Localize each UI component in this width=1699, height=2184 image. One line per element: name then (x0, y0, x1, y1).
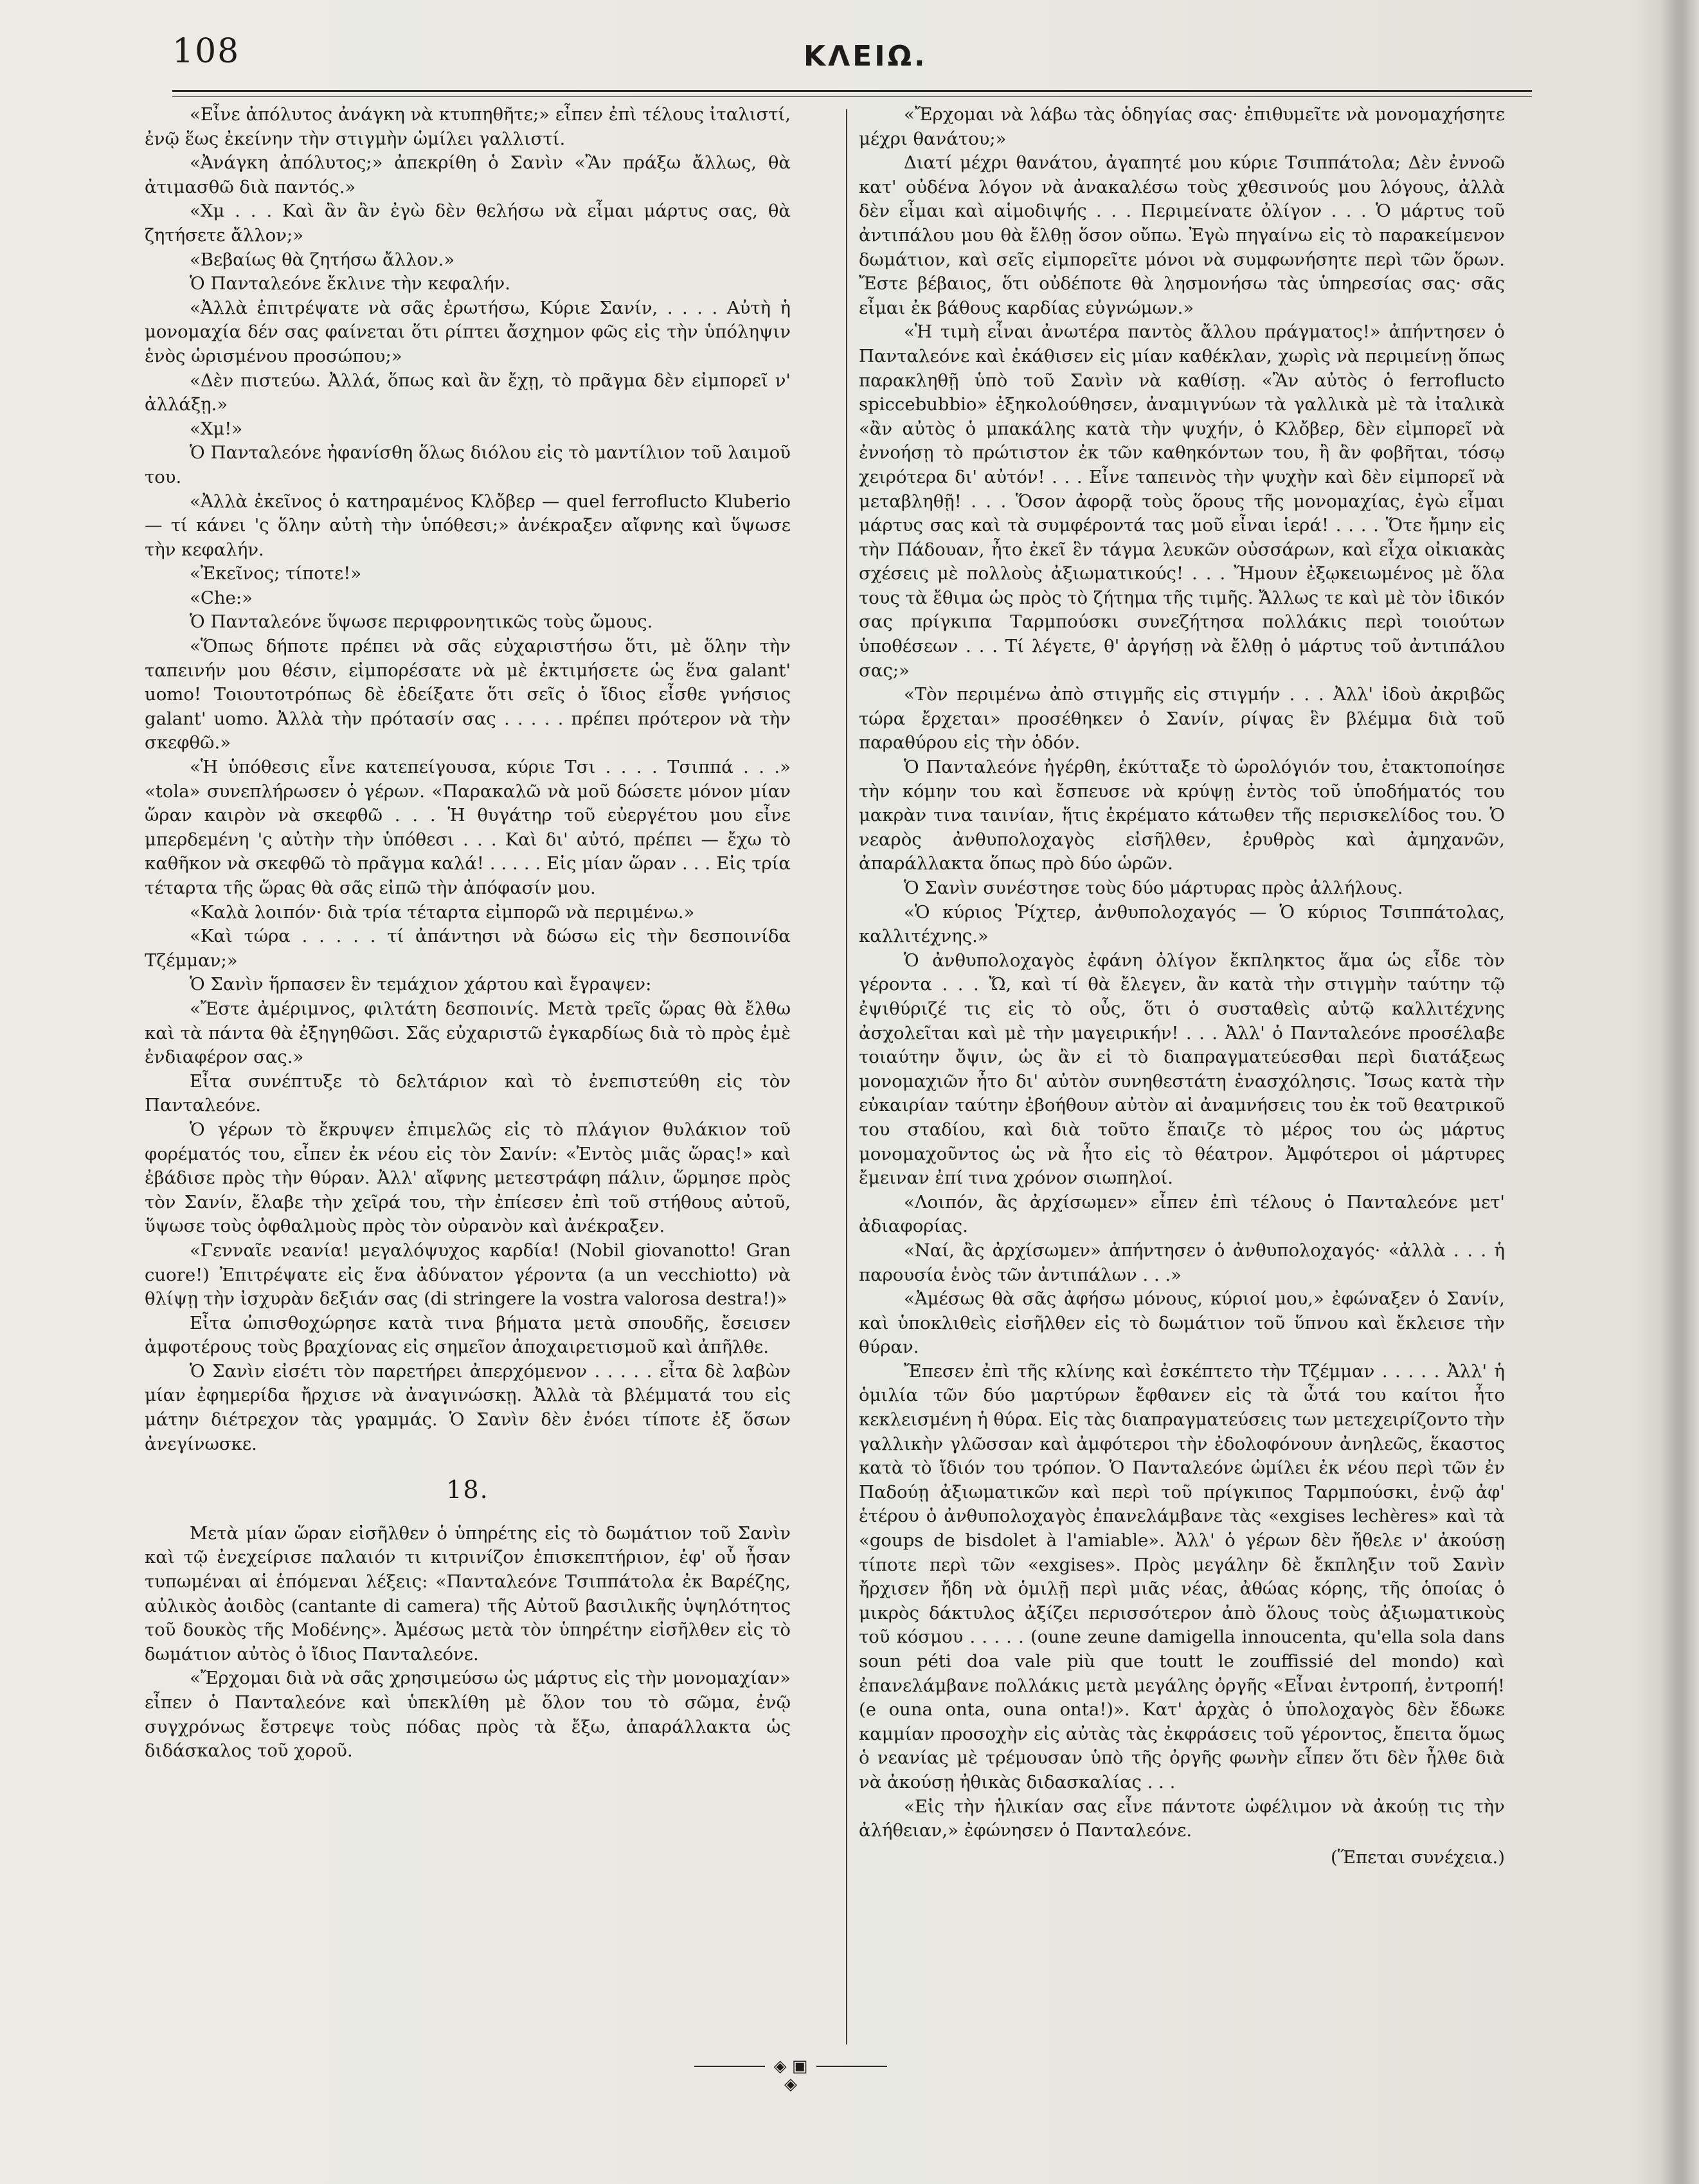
tailpiece-ornament (694, 2057, 887, 2094)
paragraph: «Ἀνάγκη ἀπόλυτος;» ἀπεκρίθη ὁ Σανὶν «Ἂν πράξω ἄλλως, θὰ ἀτιμασθῶ διὰ παντός.» (145, 152, 791, 197)
paragraph: Ὁ γέρων τὸ ἔκρυψεν ἐπιμελῶς εἰς τὸ πλάγιον θυλάκιον τοῦ φορέματός του, εἶπεν ἐκ νέου εἰς τὸν Σανίν: «Ἐντὸς μιᾶς ὥρας!» καὶ ἐβάδισε πρὸς τὴν θύραν. Ἀλλ' αἴφνης μετεστράφη πάλιν, ὥρμησε πρὸς τὸν Σανίν, ἔλαβε τὴν χεῖρά του, τὴν ἐπίεσεν ἐπὶ τοῦ στήθους αὐτοῦ, ὕψωσε τοὺς ὀφθαλμοὺς πρὸς τὸν οὐρανὸν καὶ ἀνέκραξεν. (145, 1119, 791, 1237)
continuation-note: (Ἕπεται συνέχεια.) (1331, 1846, 1505, 1868)
section-heading: 18. (446, 1476, 489, 1504)
paragraph: «Χμ . . . Καὶ ἂν ἂν ἐγὼ δὲν θελήσω νὰ εἶμαι μάρτυς σας, θὰ ζητήσετε ἄλλον;» (145, 201, 791, 246)
paragraph: «Τὸν περιμένω ἀπὸ στιγμῆς εἰς στιγμήν . . . Ἀλλ' ἰδοὺ ἀκριβῶς τώρα ἔρχεται» προσέθηκεν ὁ Σανίν, ρίψας ἓν βλέμμα διὰ τοῦ παραθύρου εἰς τὴν ὁδόν. (859, 684, 1505, 754)
right-column (859, 103, 1505, 1870)
paragraph: «Ἔστε ἀμέριμνος, φιλτάτη δεσποινίς. Μετὰ τρεῖς ὥρας θὰ ἔλθω καὶ τὰ πάντα θὰ ἐξηγηθῶσι. Σᾶς εὐχαριστῶ ἐγκαρδίως διὰ τὸ πρὸς ἐμὲ ἐνδιαφέρον σας.» (145, 998, 791, 1068)
ornament-glyph: ◈ ▣ ◈ (773, 2057, 808, 2094)
paragraph: «Καλὰ λοιπόν· διὰ τρία τέταρτα εἰμπορῶ νὰ περιμένω.» (190, 901, 695, 923)
ornament-line-left (694, 2066, 765, 2067)
paragraph: «Χμ!» (190, 418, 243, 439)
paragraph: «Λοιπόν, ἂς ἀρχίσωμεν» εἶπεν ἐπὶ τέλους ὁ Πανταλεόνε μετ' ἀδιαφορίας. (859, 1191, 1505, 1237)
paragraph: Ὁ ἀνθυπολοχαγὸς ἐφάνη ὀλίγον ἔκπληκτος ἅμα ὡς εἶδε τὸν γέροντα . . . Ὤ, καὶ τί θὰ ἔλεγεν, ἂν κατὰ τὴν στιγμὴν ταύτην τῷ ἐψιθύριζέ τις εἰς τὸ οὖς, ὅτι ὁ συσταθεὶς αὐτῷ καλλιτέχνης ἀσχολεῖται καὶ μὲ τὴν μαγειρικήν! . . . Ἀλλ' ὁ Πανταλεόνε προσέλαβε τοιαύτην ὄψιν, ὡς ἂν εἰ τὸ διαπραγματεύεσθαι περὶ διατάξεως μονομαχιῶν ἦτο δι' αὐτὸν συνηθεστάτη ἐνασχόλησις. Ἴσως κατὰ τὴν εὐκαιρίαν ταύτην ἐβοήθουν αὐτὸν αἱ ἀναμνήσεις του ἐκ τοῦ θεατρικοῦ του σταδίου, καὶ διὰ τοῦτο ἔπαιζε τὸ μέρος του ὡς μάρτυς μονομαχοῦντος ὡς νὰ ἦτο εἰς τὸ θέατρον. Ἀμφότεροι οἱ μάρτυρες ἔμειναν ἐπί τινα χρόνον σιωπηλοί. (859, 950, 1505, 1189)
paragraph: «Εἰς τὴν ἡλικίαν σας εἶνε πάντοτε ὠφέλιμον νὰ ἀκούῃ τις τὴν ἀλήθειαν,» ἐφώνησεν ὁ Πανταλεόνε. (859, 1796, 1505, 1841)
paragraph: «Ἔρχομαι διὰ νὰ σᾶς χρησιμεύσω ὡς μάρτυς εἰς τὴν μονομαχίαν» εἶπεν ὁ Πανταλεόνε καὶ ὑπεκλίθη μὲ ὅλον του τὸ σῶμα, ἐνῷ συγχρόνως ἔστρεψε τοὺς πόδας πρὸς τὰ ἔξω, ἀπαράλλακτα ὡς διδάσκαλος τοῦ χοροῦ. (145, 1668, 791, 1762)
paragraph: «Ναί, ἂς ἀρχίσωμεν» ἀπήντησεν ὁ ἀνθυπολοχαγός· «ἀλλὰ . . . ἡ παρουσία ἑνὸς τῶν ἀντιπάλων . . .» (859, 1240, 1505, 1285)
paragraph: «Ἐκεῖνος; τίποτε!» (190, 563, 362, 584)
paragraph: Εἶτα συνέπτυξε τὸ δελτάριον καὶ τὸ ἐνεπιστεύθη εἰς τὸν Πανταλεόνε. (145, 1070, 791, 1116)
paragraph: «Ἡ ὑπόθεσις εἶνε κατεπείγουσα, κύριε Τσι . . . . Τσιππά . . .» «tola» συνεπλήρωσεν ὁ γέρων. «Παρακαλῶ νὰ μοῦ δώσετε μόνον μίαν ὥραν καιρὸν νὰ σκεφθῶ . . . Ἡ θυγάτηρ τοῦ εὐεργέτου μου εἶνε μπερδεμένη 'ς αὐτὴν τὴν ὑπόθεσι . . . Καὶ δι' αὐτό, πρέπει — ἔχω τὸ καθῆκον νὰ σκεφθῶ τὸ πρᾶγμα καλά! . . . . . Εἰς μίαν ὥραν . . . Εἰς τρία τέταρτα τῆς ὥρας θὰ σᾶς εἰπῶ τὴν ἀπόφασίν μου. (145, 757, 791, 898)
paragraph: Ἔπεσεν ἐπὶ τῆς κλίνης καὶ ἐσκέπτετο τὴν Τζέμμαν . . . . . Ἀλλ' ἡ ὁμιλία τῶν δύο μαρτύρων ἔφθανεν εἰς τὰ ὦτά του καίτοι ἦτο κεκλεισμένη ἡ θύρα. Εἰς τὰς διαπραγματεύσεις των μετεχειρίζοντο τὴν γαλλικὴν γλῶσσαν καὶ ἀμφότεροι τὴν ἐδολοφόνουν ἀνηλεῶς, ἕκαστος κατὰ τὸ ἴδιόν του τρόπον. Ὁ Πανταλεόνε ὡμίλει ἐκ νέου περὶ τῶν ἐν Παδούῃ ἀξιωματικῶν καὶ περὶ τοῦ πρίγκιπος Ταρμπούσκι, ἐνῷ ἀφ' ἑτέρου ὁ ἀνθυπολοχαγὸς ἐπανελάμβανε τὰς «exgises lechères» καὶ τὰ «goups de bisdolet à l'amiable». Ἀλλ' ὁ γέρων δὲν ἤθελε ν' ἀκούσῃ τίποτε περὶ τῶν «exgises». Πρὸς μεγάλην δὲ ἔκπληξιν τοῦ Σανὶν ἤρχισεν ἤδη νὰ ὁμιλῇ περὶ μιᾶς νέας, ἀθώας κόρης, τῆς ὁποίας ὁ μικρὸς δάκτυλος ἀξίζει περισσότερον ἀπὸ ὅλους τοὺς ἀξιωματικοὺς τοῦ κόσμου . . . . . (oune zeune damigella innoucenta, qu'ella sola dans soun péti doa vale più que toutt le zouffissié del mondo) καὶ ἐπανελάμβανε πολλάκις μετὰ μεγάλης ὀργῆς «Εἶναι ἐντροπή, ἐντροπή! (e ouna onta, ouna onta!)». Κατ' ἀρχὰς ὁ ὑπολοχαγὸς δὲν ἔδωκε καμμίαν προσοχὴν εἰς αὐτὰς τὰς ἐκφράσεις τοῦ γέροντος, ἔπειτα ὅμως ὁ νεανίας μὲ τρέμουσαν ὑπὸ τῆς ὀργῆς φωνὴν εἶπεν ὅτι δὲν ἦλθε διὰ νὰ ἀκούσῃ ἠθικὰς διδασκαλίας . . . (859, 1360, 1505, 1792)
paragraph: «Ἡ τιμὴ εἶναι ἀνωτέρα παντὸς ἄλλου πράγματος!» ἀπήντησεν ὁ Πανταλεόνε καὶ ἐκάθισεν εἰς μίαν καθέκλαν, χωρὶς νὰ περιμείνῃ ὅπως παρακληθῇ ὑπὸ τοῦ Σανὶν νὰ καθίσῃ. «Ἂν αὐτὸς ὁ ferroflucto spiccebubbio» ἐξηκολούθησεν, ἀναμιγνύων τὰ γαλλικὰ μὲ τὰ ἰταλικὰ «ἂν αὐτὸς ὁ μπακάλης κατὰ τὴν ψυχήν, ὁ Κλὄβερ, δὲν εἰμπορεῖ νὰ ἐννοήσῃ τὸ πρώτιστον ἐκ τῶν καθηκόντων του, ἢ ἂν φοβῆται, τόσῳ χειρότερα δι' αὐτόν! . . . Εἶνε ταπεινὸς τὴν ψυχὴν καὶ δὲν εἰμπορεῖ νὰ μεταβληθῇ! . . . Ὅσον ἀφορᾷ τοὺς ὅρους τῆς μονομαχίας, ἐγὼ εἶμαι μάρτυς σας καὶ τὰ συμφέροντά τας μοῦ εἶναι ἱερά! . . . . Ὅτε ἤμην εἰς τὴν Πάδουαν, ἦτο ἐκεῖ ἓν τάγμα λευκῶν οὐσσάρων, καὶ εἶχα οἰκιακὰς σχέσεις μὲ πολλοὺς ἀξιωματικούς! . . . Ἤμουν ἐξῳκειωμένος μὲ ὅλα τους τὰ ἔθιμα ὡς πρὸς τὸ ζήτημα τῆς τιμῆς. Ἄλλως τε καὶ μὲ τὸν ἰδικόν σας πρίγκιπα Ταρμπούσκι συνεζήτησα πολλάκις περὶ τοιούτων ὑποθέσεων . . . Τί λέγετε, θ' ἀργήσῃ νὰ ἔλθῃ ὁ μάρτυς τοῦ ἀντιπάλου σας;» (859, 321, 1505, 681)
journal-title: ΚΛΕΙΩ. (804, 40, 928, 73)
paragraph: Ὁ Πανταλεόνε ὕψωσε περιφρονητικῶς τοὺς ὤμους. (190, 611, 653, 633)
header-rule-thin (172, 96, 1532, 97)
paragraph: Ὁ Σανὶν ἥρπασεν ἓν τεμάχιον χάρτου καὶ ἔγραψεν: (190, 974, 652, 995)
paragraph: Ὁ Πανταλεόνε ἠφανίσθη ὅλως διόλου εἰς τὸ μαντίλιον τοῦ λαιμοῦ του. (145, 442, 791, 487)
paragraph: «Ἀλλὰ ἐκεῖνος ὁ κατηραμένος Κλὄβερ — quel ferroflucto Kluberio — τί κάνει 'ς ὅλην αὐτὴ τὴν ὑπόθεσι;» ἀνέκραξεν αἴφνης καὶ ὕψωσε τὴν κεφαλήν. (145, 491, 791, 560)
header-rule (172, 90, 1532, 92)
paragraph: «Che:» (190, 587, 253, 608)
paragraph: Ὁ Σανὶν συνέστησε τοὺς δύο μάρτυρας πρὸς ἀλλήλους. (904, 878, 1403, 898)
ornament-line-right (816, 2066, 887, 2067)
paragraph: «Βεβαίως θὰ ζητήσω ἄλλον.» (190, 249, 455, 270)
paragraph: Εἶτα ὠπισθοχώρησε κατὰ τινα βήματα μετὰ σπουδῆς, ἔσεισεν ἀμφοτέρους τοὺς βραχίονας εἰς σημεῖον ἀποχαιρετισμοῦ καὶ ἀπῆλθε. (145, 1312, 791, 1358)
paragraph: «Γενναῖε νεανία! μεγαλόψυχος καρδία! (Nobil giovanotto! Gran cuore!) Ἐπιτρέψατε εἰς ἕνα ἀδύνατον γέροντα (a un vecchiotto) νὰ θλίψῃ τὴν ἰσχυρὰν δεξιάν σας (di stringere la vostra valorosa destra!)» (145, 1240, 791, 1310)
page-edge-shadow (1660, 0, 1699, 2184)
paragraph: «Ἀμέσως θὰ σᾶς ἀφήσω μόνους, κύριοί μου,» ἐφώναξεν ὁ Σανίν, καὶ ὑποκλιθεὶς εἰσῆλθεν εἰς τὸ δωμάτιον τοῦ ὕπνου καὶ ἔκλεισε τὴν θύραν. (859, 1288, 1505, 1358)
paragraph: «Ἀλλὰ ἐπιτρέψατε νὰ σᾶς ἐρωτήσω, Κύριε Σανίν, . . . . Αὐτὴ ἡ μονομαχία δέν σας φαίνεται ὅτι ρίπτει ἄσχημον φῶς εἰς τὴν ὑπόληψιν ἑνὸς ὡρισμένου προσώπου;» (145, 297, 791, 366)
paragraph: «Ὁ κύριος Ῥίχτερ, ἀνθυπολοχαγός — Ὁ κύριος Τσιππάτολας, καλλιτέχνης.» (859, 901, 1505, 947)
paragraph: «Ὅπως δήποτε πρέπει νὰ σᾶς εὐχαριστήσω ὅτι, μὲ ὅλην τὴν ταπεινήν μου θέσιν, εἰμπορέσατε νὰ μὲ ἐκτιμήσετε ὡς ἕνα galant' uomo! Τοιουτοτρόπως δὲ ἐδείξατε ὅτι σεῖς ὁ ἴδιος εἶσθε γνήσιος galant' uomo. Ἀλλὰ τὴν πρότασίν σας . . . . . πρέπει πρότερον νὰ τὴν σκεφθῶ.» (145, 636, 791, 754)
paragraph: Ὁ Πανταλεόνε ἔκλινε τὴν κεφαλήν. (190, 273, 511, 294)
paragraph: «Εἶνε ἀπόλυτος ἀνάγκη νὰ κτυπηθῆτε;» εἶπεν ἐπὶ τέλους ἰταλιστί, ἐνῷ ἕως ἐκείνην τὴν στιγμὴν ὡμίλει γαλλιστί. (145, 104, 791, 149)
paragraph: «Δὲν πιστεύω. Ἀλλά, ὅπως καὶ ἂν ἔχῃ, τὸ πρᾶγμα δὲν εἰμπορεῖ ν' ἀλλάξῃ.» (145, 370, 791, 415)
paragraph: Ὁ Σανὶν εἰσέτι τὸν παρετήρει ἀπερχόμενον . . . . . εἶτα δὲ λαβὼν μίαν ἐφημερίδα ἤρχισε νὰ ἀναγινώσκῃ. Ἀλλὰ τὰ βλέμματά του εἰς μάτην διέτρεχον τὰς γραμμάς. Ὁ Σανὶν δὲν ἐνόει τίποτε ἐξ ὅσων ἀνεγίνωσκε. (145, 1360, 791, 1454)
column-divider (846, 109, 847, 2044)
page-number: 108 (172, 32, 240, 71)
paragraph: Ὁ Πανταλεόνε ἠγέρθη, ἐκύτταξε τὸ ὡρολόγιόν του, ἐτακτοποίησε τὴν κόμην του καὶ ἔσπευσε νὰ κρύψῃ ἐντὸς τοῦ ὑποδήματός του μακρὰν τινα ταινίαν, ἥτις ἐκρέματο κάτωθεν τῆς περισκελίδος του. Ὁ νεαρὸς ἀνθυπολοχαγὸς εἰσῆλθεν, ἐρυθρὸς καὶ ἀμηχανῶν, ἀπαράλλακτα ὅπως πρὸ δύο ὡρῶν. (859, 757, 1505, 874)
paragraph: Μετὰ μίαν ὥραν εἰσῆλθεν ὁ ὑπηρέτης εἰς τὸ δωμάτιον τοῦ Σανὶν καὶ τῷ ἐνεχείρισε παλαιόν τι κιτρινίζον ἐπισκεπτήριον, ἐφ' οὗ ἦσαν τυπωμέναι αἱ ἑπόμεναι λέξεις: «Πανταλεόνε Τσιππάτολα ἐκ Βαρέζης, αὐλικὸς ἀοιδὸς (cantante di camera) τῆς Αὐτοῦ βασιλικῆς ὑψηλότητος τοῦ δουκὸς τῆς Μοδένης». Ἀμέσως μετὰ τὸν ὑπηρέτην εἰσῆλθεν εἰς τὸ δωμάτιον αὐτὸς ὁ ἴδιος Πανταλεόνε. (145, 1522, 791, 1665)
paragraph: Διατί μέχρι θανάτου, ἀγαπητέ μου κύριε Τσιππάτολα; Δὲν ἐννοῶ κατ' οὐδένα λόγον νὰ ἀνακαλέσω τοὺς χθεσινούς μου λόγους, ἀλλὰ δὲν εἶμαι καὶ αἱμοδιψής . . . Περιμείνατε ὀλίγον . . . Ὁ μάρτυς τοῦ ἀντιπάλου μου θὰ ἔλθῃ ὅσον οὔπω. Ἐγὼ πηγαίνω εἰς τὸ παρακείμενον δωμάτιον, καὶ σεῖς εἰμπορεῖτε μόνοι νὰ συμφωνήσητε περὶ τῶν ὅρων. Ἔστε βέβαιος, ὅτι οὐδέποτε θὰ λησμονήσω τὰς ὑπηρεσίας σας· σᾶς εἶμαι ἐκ βάθους καρδίας εὐγνώμων.» (859, 152, 1505, 318)
left-column (145, 103, 791, 1764)
paragraph: «Καὶ τώρα . . . . . τί ἀπάντησι νὰ δώσω εἰς τὴν δεσποινίδα Τζέμμαν;» (145, 926, 791, 971)
paragraph: «Ἔρχομαι νὰ λάβω τὰς ὁδηγίας σας· ἐπιθυμεῖτε νὰ μονομαχήσητε μέχρι θανάτου;» (859, 104, 1505, 149)
